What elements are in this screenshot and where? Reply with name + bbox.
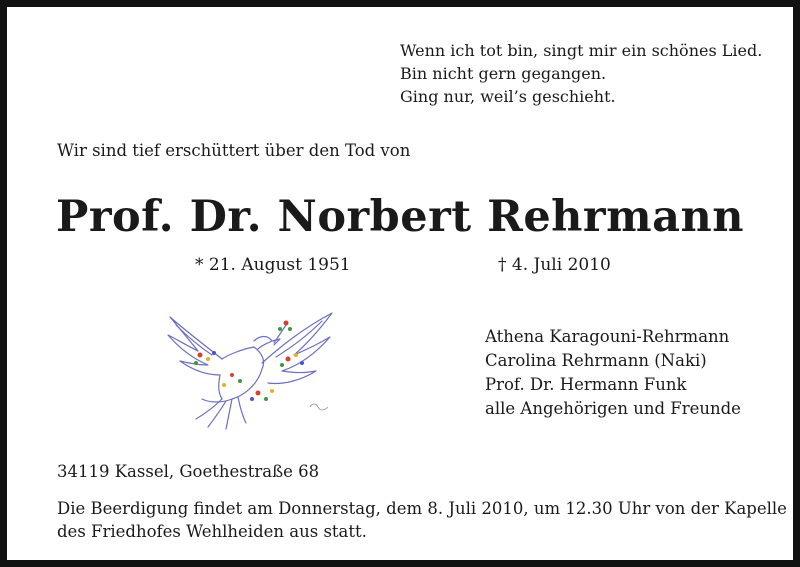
deceased-name: Prof. Dr. Norbert Rehrmann [56,192,744,242]
funeral-line-1: Die Beerdigung findet am Donnerstag, dem 8. Juli 2010, um 12.30 Uhr von der Kapelle [57,499,787,518]
poem-line-2: Bin nicht gern gegangen. [400,64,607,83]
intro-text: Wir sind tief erschüttert über den Tod von [57,141,411,160]
mourner-4: alle Angehörigen und Freunde [485,399,741,418]
mourners-list [485,325,741,421]
mourner-2: Carolina Rehrmann (Naki) [485,351,707,370]
poem-line-3: Ging nur, weil’s geschieht. [400,87,616,106]
peace-dove-with-flowers-icon [162,307,342,433]
mourner-1: Athena Karagouni-Rehrmann [485,327,730,346]
death-date: † 4. Juli 2010 [498,255,611,275]
address: 34119 Kassel, Goethestraße 68 [57,462,320,481]
poem-verse [400,39,762,108]
birth-date: * 21. August 1951 [195,255,351,275]
funeral-info [57,497,787,543]
funeral-line-2: des Friedhofes Wehlheiden aus statt. [57,522,367,541]
mourner-3: Prof. Dr. Hermann Funk [485,375,687,394]
poem-line-1: Wenn ich tot bin, singt mir ein schönes Lied. [400,41,763,60]
